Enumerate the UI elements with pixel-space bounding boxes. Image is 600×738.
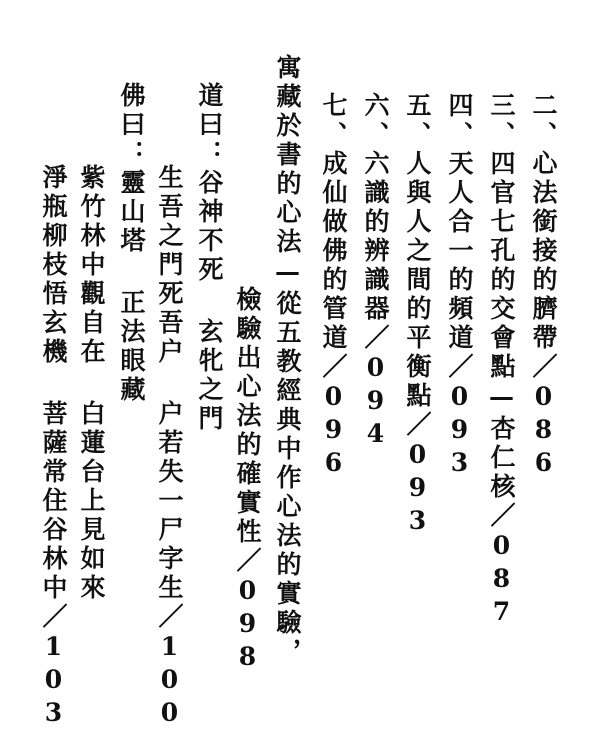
toc-entry-7: 七、成仙做佛的管道／096 — [319, 92, 348, 481]
toc-entry-5: 五、人與人之間的平衡點／093 — [403, 92, 432, 539]
toc-entry-3: 三、四官七孔的交會點—杏仁核／087 — [487, 92, 516, 630]
section-subtitle: 檢驗出心法的確實性／098 — [233, 286, 262, 675]
fo-line-2: 紫竹林中觀自在 白蓮台上見如來 — [77, 164, 106, 603]
dao-line-1: 道曰：谷神不死 玄牝之門 — [195, 82, 224, 434]
fo-line-3: 淨瓶柳枝悟玄機 菩薩常住谷林中／103 — [39, 164, 68, 731]
toc-entry-4: 四、天人合一的頻道／093 — [445, 92, 474, 481]
section-title: 寓藏於書的心法—從五教經典中作心法的實驗， — [273, 54, 302, 667]
toc-entry-2: 二、心法銜接的臍帶／086 — [529, 92, 558, 481]
toc-entry-6: 六、六識的辨識器／094 — [361, 92, 390, 452]
dao-line-2: 生吾之門死吾户 户若失一尸字生／100 — [155, 164, 184, 731]
fo-line-1: 佛曰：靈山塔 正法眼藏 — [117, 82, 146, 405]
